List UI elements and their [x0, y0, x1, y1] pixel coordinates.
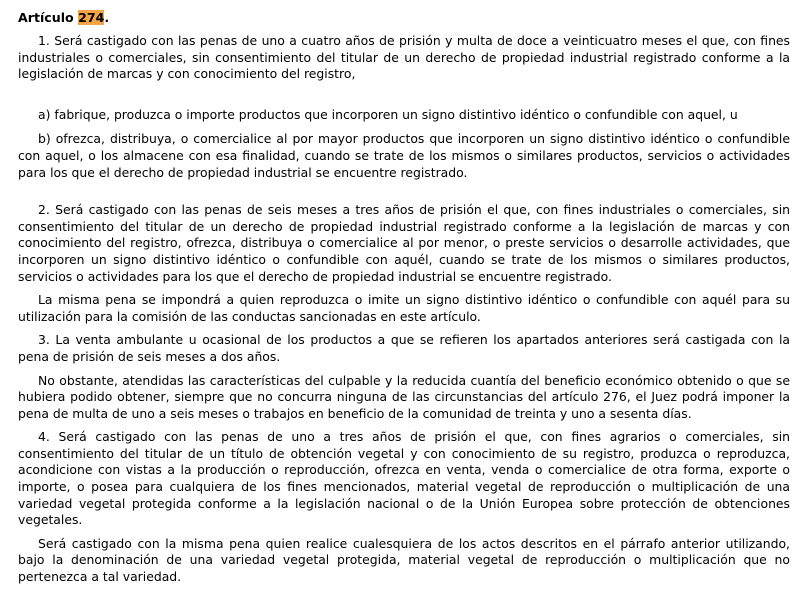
article-heading-period: .: [104, 10, 110, 25]
paragraph-1b: b) ofrezca, distribuya, o comercialice al por mayor productos que incorporen un signo distintivo idéntico o confundible con aquel, o los almacene con esa finalidad, cuando se trate de los mismos o similares productos, servicios o actividades para los que el derecho de propiedad industrial se encuentre registrado.: [18, 131, 790, 180]
paragraph-4-second: Será castigado con la misma pena quien realice cualesquiera de los actos descritos en el párrafo anterior utilizando, bajo la denominación de una variedad vegetal protegida, material vegetal de reproducción o multiplicación que no pertenezca a tal variedad.: [18, 535, 790, 585]
article-number-highlight: 274: [78, 10, 105, 25]
paragraph-2: 2. Será castigado con las penas de seis meses a tres años de prisión el que, con fines industriales o comerciales, sin consentimiento del titular de un derecho de propiedad industrial registrado conforme a la legislación de marcas y con conocimiento del registro, ofrezca, distribuya o comercialice al por menor, o preste servicios o desarrolle actividades, que incorporen un signo distintivo idéntico o confundible con aquél, cuando se trate de los mismos o similares productos, servicios o actividades para los que el derecho de propiedad industrial se encuentre registrado.: [18, 202, 790, 284]
paragraph-2-second: La misma pena se impondrá a quien reproduzca o imite un signo distintivo idéntico o confundible con aquél para su utilización para la comisión de las conductas sancionadas en este artículo.: [18, 292, 790, 324]
article-label: Artículo: [18, 10, 74, 25]
paragraph-4: 4. Será castigado con las penas de uno a tres años de prisión el que, con fines agrarios o comerciales, sin consentimiento del titular de un título de obtención vegetal y con conocimiento de su registro, produzca o reproduzca, acondicione con vistas a la producción o reproducción, ofrezca en venta, venda o comercialice de otra forma, exporte o importe, o posea para cualquiera de los fines mencionados, material vegetal de reproducción o multiplicación de una variedad vegetal protegida conforme a la legislación nacional o de la Unión Europea sobre protección de obtenciones vegetales.: [18, 429, 790, 528]
paragraph-3: 3. La venta ambulante u ocasional de los productos a que se refieren los apartados anteriores será castigada con la pena de prisión de seis meses a dos años.: [18, 332, 790, 364]
article-heading: [18, 9, 790, 26]
paragraph-3-second: No obstante, atendidas las características del culpable y la reducida cuantía del beneficio económico obtenido o que se hubiera podido obtener, siempre que no concurra ninguna de las circunstancias del artículo 276, el Juez podrá imponer la pena de multa de uno a seis meses o trabajos en beneficio de la comunidad de treinta y uno a sesenta días.: [18, 372, 790, 421]
paragraph-1a: a) fabrique, produzca o importe productos que incorporen un signo distintivo idéntico o confundible con aquel, u: [38, 106, 738, 122]
paragraph-1: 1. Será castigado con las penas de uno a cuatro años de prisión y multa de doce a veinticuatro meses el que, con fines industriales o comerciales, sin consentimiento del titular de un derecho de propiedad industrial registrado conforme a la legislación de marcas y con conocimiento del registro,: [18, 33, 790, 82]
